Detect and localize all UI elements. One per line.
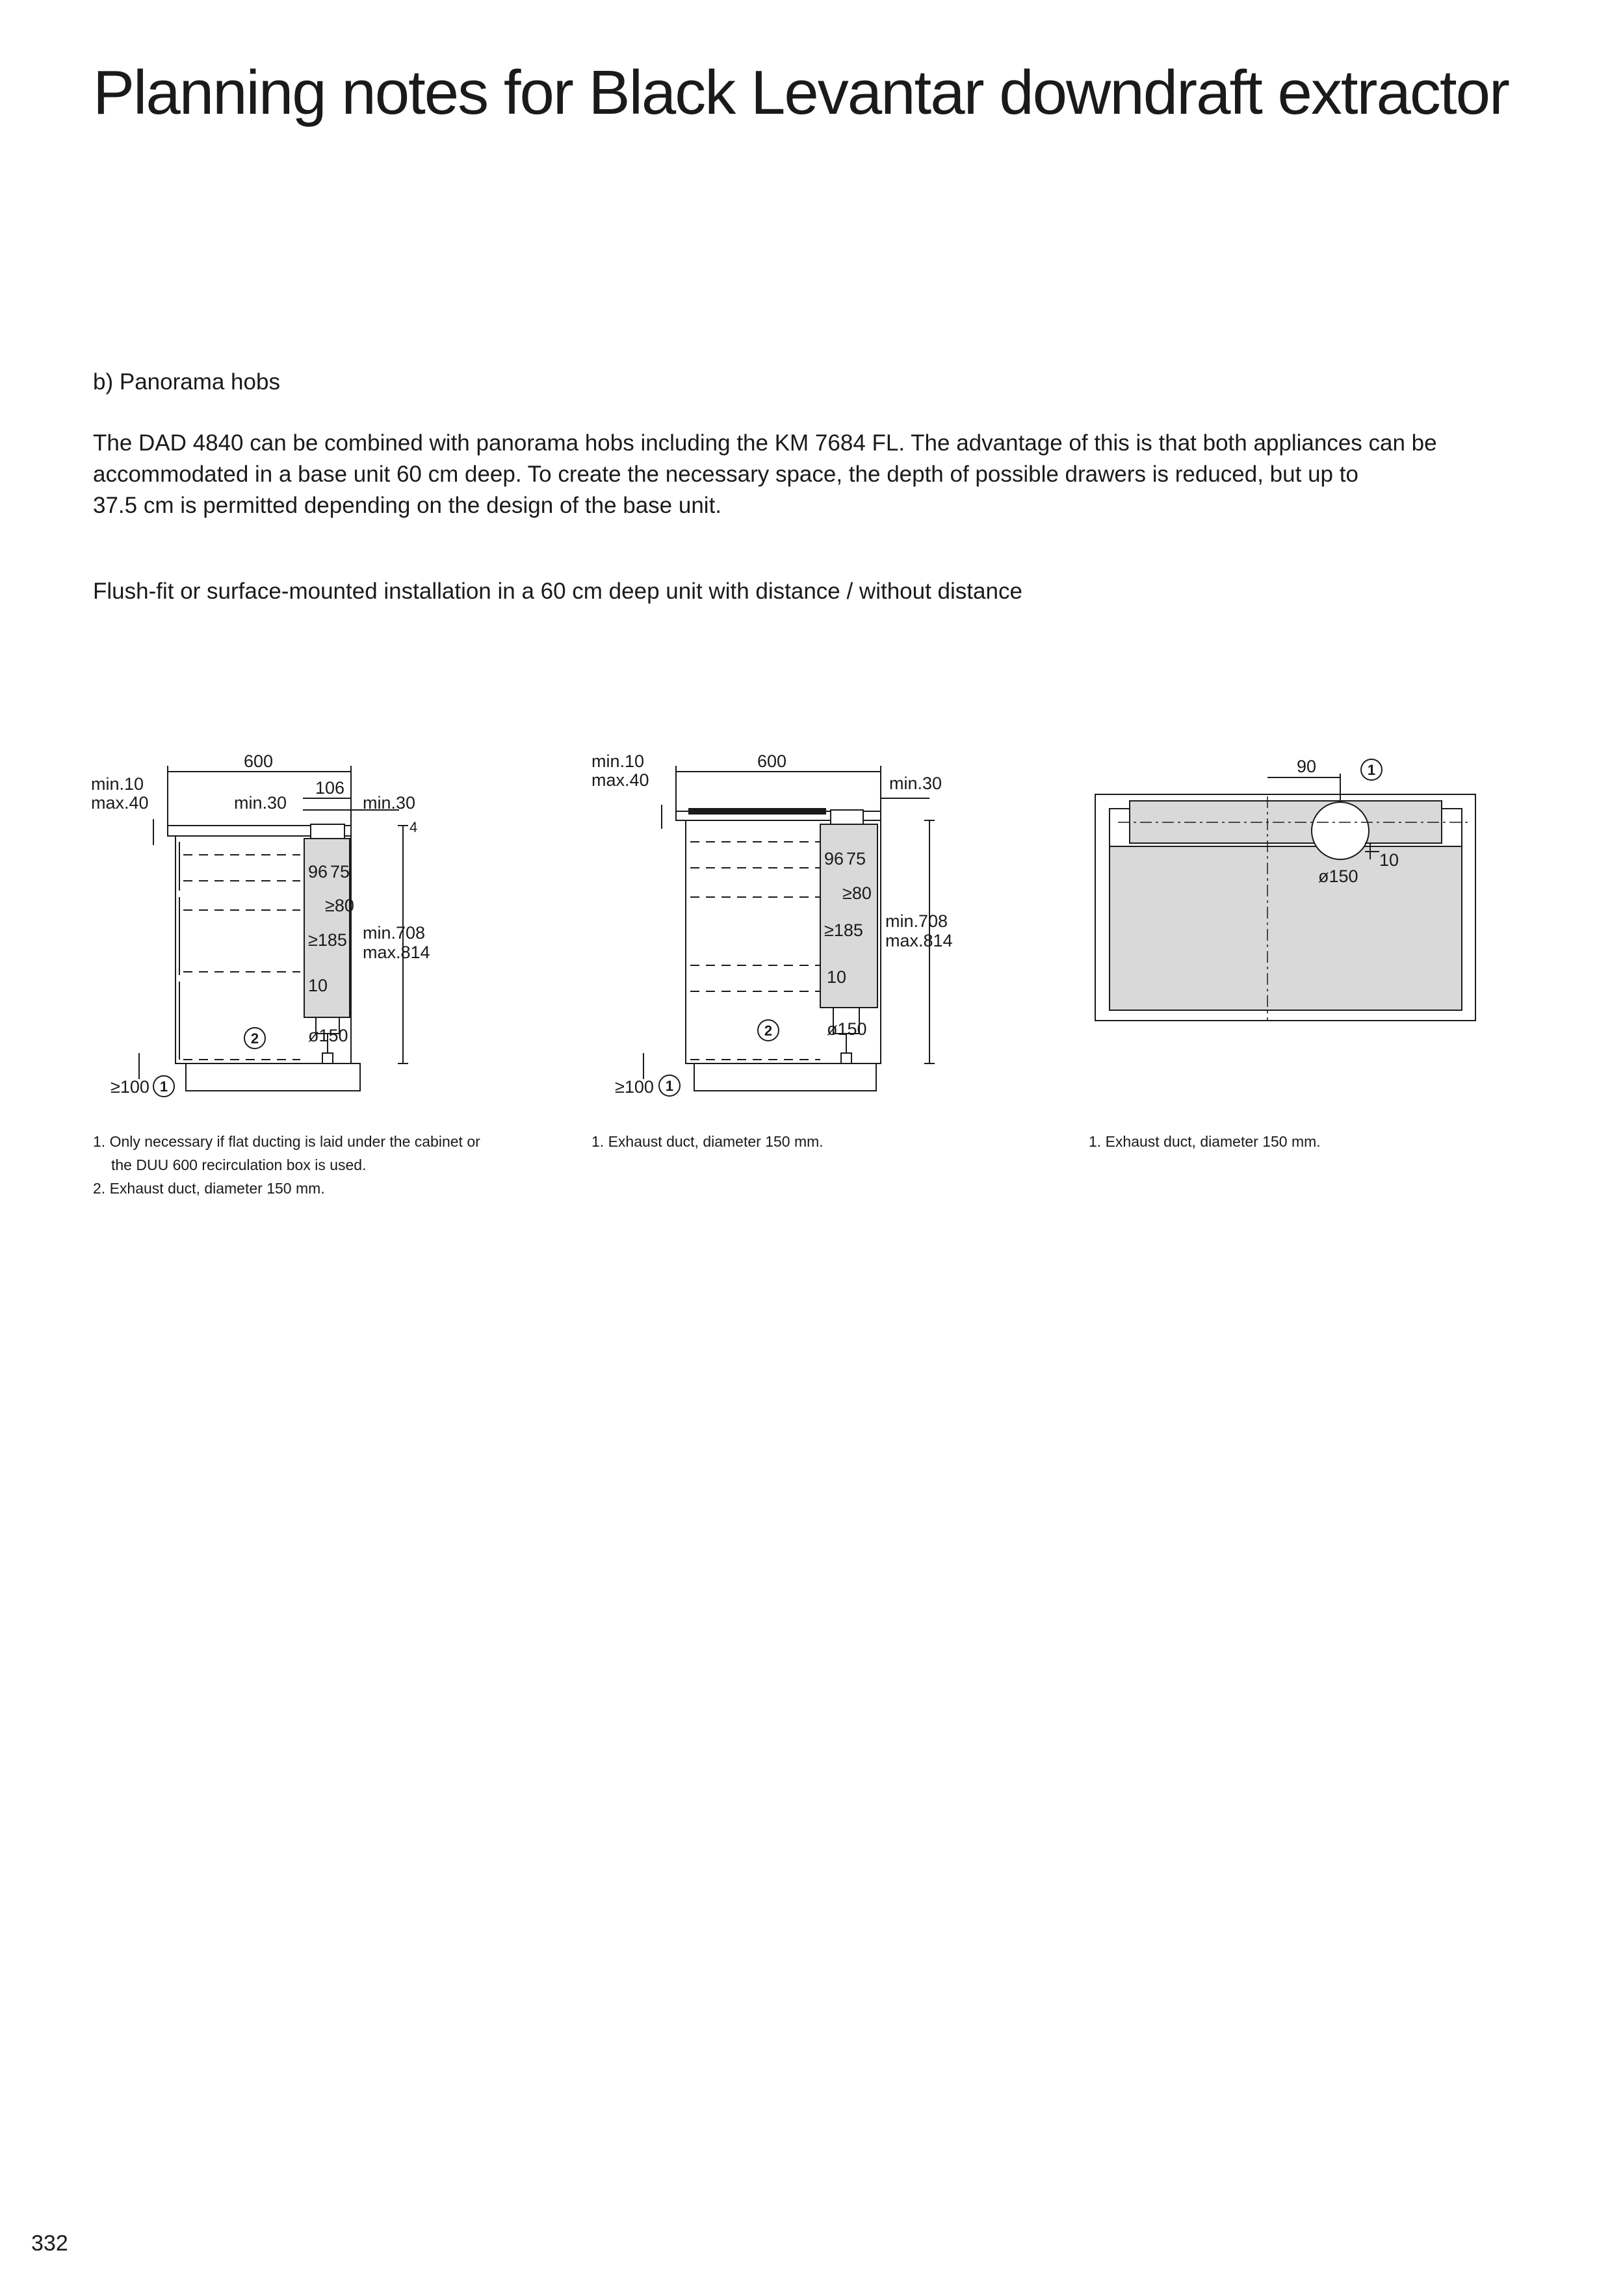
dim-100: ≥100	[615, 1077, 654, 1097]
note-line: 1. Only necessary if flat ducting is laid under the cabinet or	[93, 1133, 480, 1150]
dim-10: 10	[308, 976, 328, 995]
dim-96: 96	[308, 862, 328, 881]
diagram2-notes	[591, 1130, 824, 1153]
callout-2-label: 2	[250, 1030, 259, 1047]
note-line: 1. Exhaust duct, diameter 150 mm.	[591, 1133, 824, 1150]
page-number: 332	[31, 2231, 68, 2256]
dim-min708: min.708	[885, 911, 948, 931]
diagram-side-view-without-distance	[585, 744, 975, 1108]
diagram-plan-view	[1079, 744, 1482, 1030]
note-line: 1. Exhaust duct, diameter 150 mm.	[1089, 1133, 1321, 1150]
callout-1-label: 1	[159, 1078, 168, 1095]
exhaust-duct-circle	[1312, 802, 1369, 859]
dim-106: 106	[315, 778, 345, 798]
dim-max814: max.814	[885, 931, 953, 950]
dim-min30-left: min.30	[234, 793, 287, 813]
paragraph-line: accommodated in a base unit 60 cm deep. To create the necessary space, the depth of possible drawers is reduced, but up to	[93, 462, 1358, 487]
dim-width-600: 600	[244, 751, 274, 771]
dim-min708: min.708	[363, 923, 426, 943]
plinth	[186, 1063, 360, 1091]
dim-min30-right: min.30	[363, 793, 416, 813]
dim-80: ≥80	[842, 883, 872, 903]
dim-10: 10	[1379, 850, 1399, 870]
dim-75: 75	[846, 849, 866, 868]
dim-min10: min.10	[91, 774, 144, 794]
dim-100: ≥100	[110, 1077, 149, 1097]
callout-1-label: 1	[665, 1078, 674, 1094]
callout-2-label: 2	[764, 1023, 773, 1039]
dim-dia150: ø150	[827, 1019, 867, 1039]
dim-min30: min.30	[889, 774, 942, 793]
callout-1-label: 1	[1367, 762, 1376, 778]
dim-max40: max.40	[91, 793, 149, 813]
dim-4: 4	[409, 819, 418, 835]
paragraph-line: The DAD 4840 can be combined with panorama hobs including the KM 7684 FL. The advantage of this is that both appliances can be	[93, 430, 1437, 456]
dim-max40: max.40	[591, 770, 649, 790]
dim-min10: min.10	[591, 751, 645, 771]
dim-185: ≥185	[308, 930, 347, 950]
paragraph-line: 37.5 cm is permitted depending on the design of the base unit.	[93, 493, 722, 518]
dim-10: 10	[827, 967, 847, 987]
dim-185: ≥185	[824, 920, 863, 940]
diagram-side-view-with-distance	[84, 744, 448, 1108]
dim-96: 96	[824, 849, 844, 868]
dim-dia150: ø150	[1318, 867, 1358, 886]
dim-dia150: ø150	[308, 1026, 348, 1045]
section-subheading: b) Panorama hobs	[93, 369, 280, 395]
intro-paragraph	[93, 428, 1510, 521]
note-line: 2. Exhaust duct, diameter 150 mm.	[93, 1180, 325, 1197]
dim-80: ≥80	[325, 896, 354, 915]
dim-max814: max.814	[363, 943, 430, 962]
dim-75: 75	[330, 862, 350, 881]
dim-width-600: 600	[757, 751, 787, 771]
diagram1-notes	[93, 1130, 480, 1200]
dim-90: 90	[1297, 757, 1317, 776]
installation-caption: Flush-fit or surface-mounted installation in a 60 cm deep unit with distance / without distance	[93, 579, 1022, 604]
note-line: the DUU 600 recirculation box is used.	[111, 1156, 367, 1173]
diagram3-notes	[1089, 1130, 1321, 1153]
page-title: Planning notes for Black Levantar downdraft extractor	[93, 58, 1509, 127]
plinth	[694, 1063, 876, 1091]
